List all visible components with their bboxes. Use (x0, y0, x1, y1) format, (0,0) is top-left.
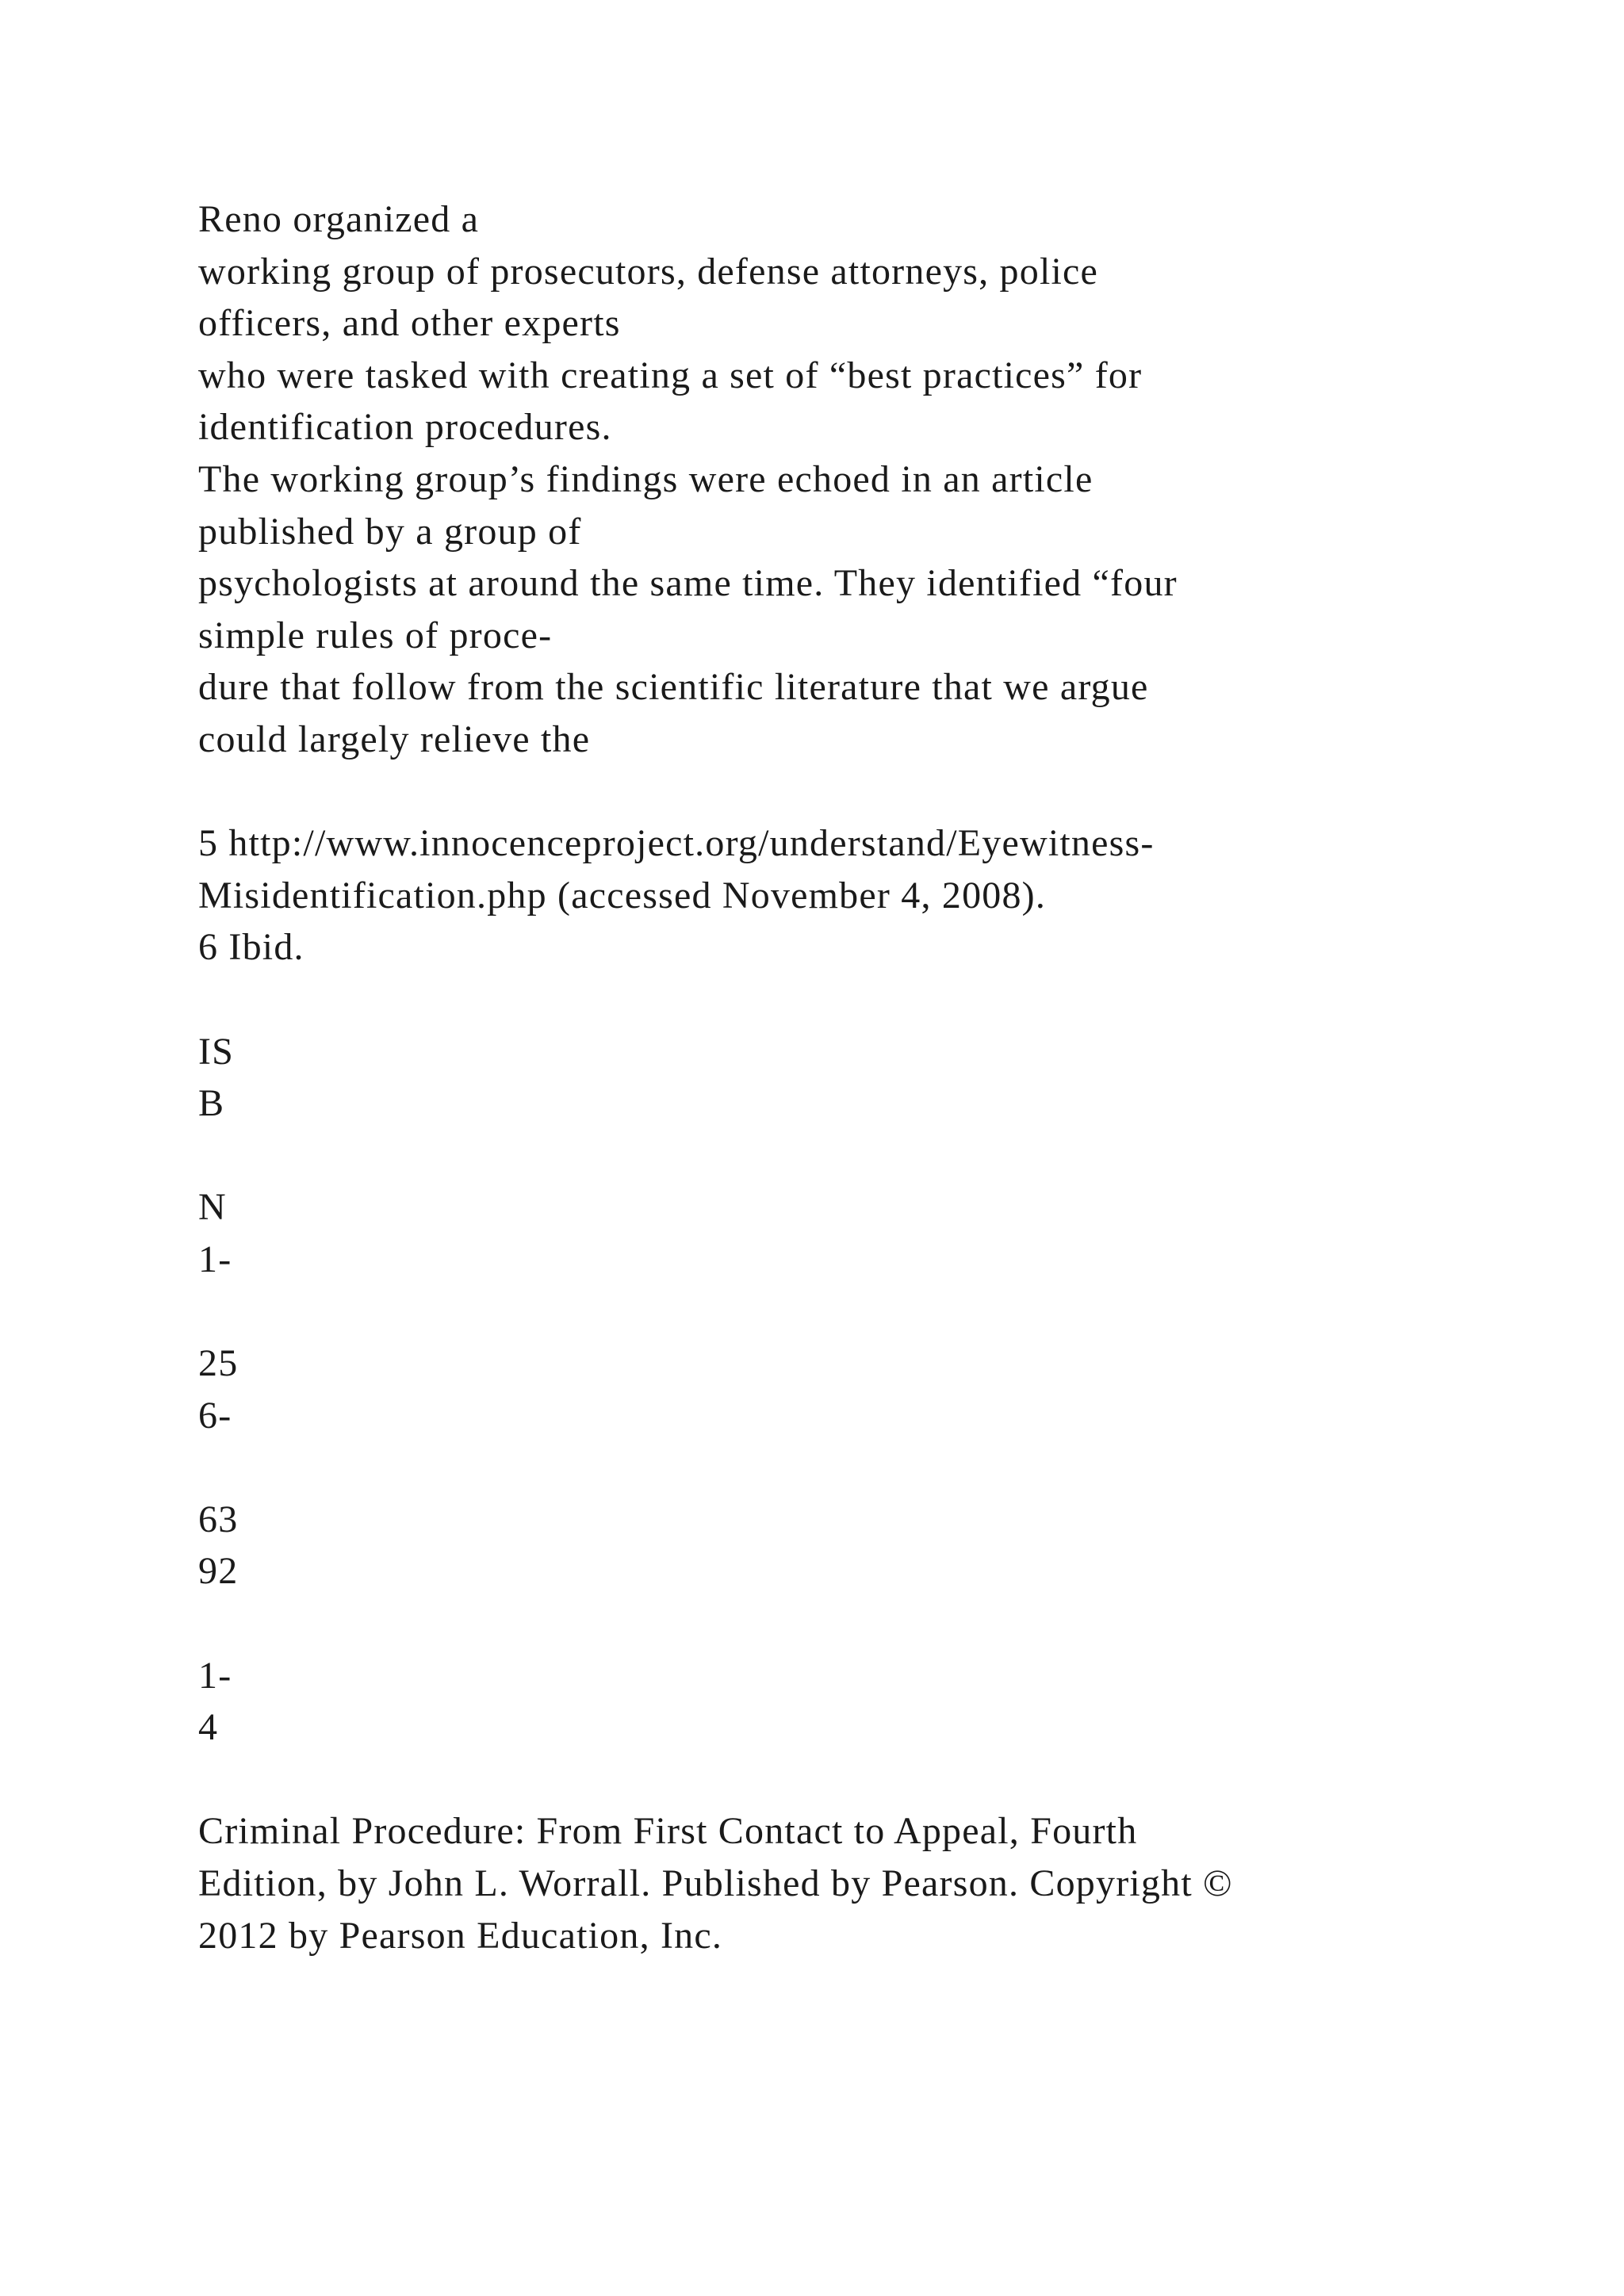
isbn-watermark (198, 1026, 1546, 1754)
copyright-line: 2012 by Pearson Education, Inc. (198, 1914, 723, 1957)
isbn-fragment: N (198, 1186, 227, 1229)
spacer (198, 1754, 1546, 1806)
footnote-line: Misidentification.php (accessed November 4, 2008). (198, 874, 1047, 916)
spacer (198, 1130, 1546, 1182)
spacer (198, 766, 1546, 818)
body-line: identification procedures. (198, 406, 612, 449)
isbn-fragment: 1- (198, 1238, 232, 1280)
footnotes (198, 817, 1546, 974)
copyright-line: Edition, by John L. Worrall. Published by Pearson. Copyright © (198, 1862, 1233, 1904)
isbn-fragment: 6- (198, 1394, 232, 1437)
body-line: working group of prosecutors, defense attorneys, police (198, 250, 1099, 293)
isbn-fragment: 1- (198, 1654, 232, 1697)
body-line: could largely relieve the (198, 718, 591, 760)
body-line: psychologists at around the same time. They identified “four (198, 562, 1178, 605)
spacer (198, 1598, 1546, 1650)
body-line: Reno organized a (198, 198, 480, 240)
body-line: simple rules of proce- (198, 614, 553, 656)
page-text (198, 193, 1546, 1961)
footnote-line: 5 http://www.innocenceproject.org/understand/Eyewitness- (198, 822, 1155, 865)
body-line: who were tasked with creating a set of “best practices” for (198, 354, 1143, 396)
isbn-fragment: IS (198, 1030, 235, 1073)
isbn-fragment: B (198, 1082, 225, 1125)
body-line: published by a group of (198, 510, 582, 553)
isbn-fragment: 4 (198, 1706, 219, 1749)
isbn-fragment: 63 (198, 1498, 239, 1540)
copyright-line: Criminal Procedure: From First Contact to Appeal, Fourth (198, 1810, 1138, 1853)
spacer (198, 974, 1546, 1026)
copyright-notice (198, 1805, 1546, 1961)
body-paragraph (198, 193, 1546, 766)
body-line: The working group’s findings were echoed in an article (198, 457, 1094, 500)
footnote-line: 6 Ibid. (198, 926, 304, 969)
isbn-fragment: 25 (198, 1342, 239, 1385)
spacer (198, 1441, 1546, 1494)
body-line: dure that follow from the scientific literature that we argue (198, 666, 1149, 709)
body-line: officers, and other experts (198, 302, 621, 345)
spacer (198, 1285, 1546, 1337)
isbn-fragment: 92 (198, 1550, 239, 1593)
